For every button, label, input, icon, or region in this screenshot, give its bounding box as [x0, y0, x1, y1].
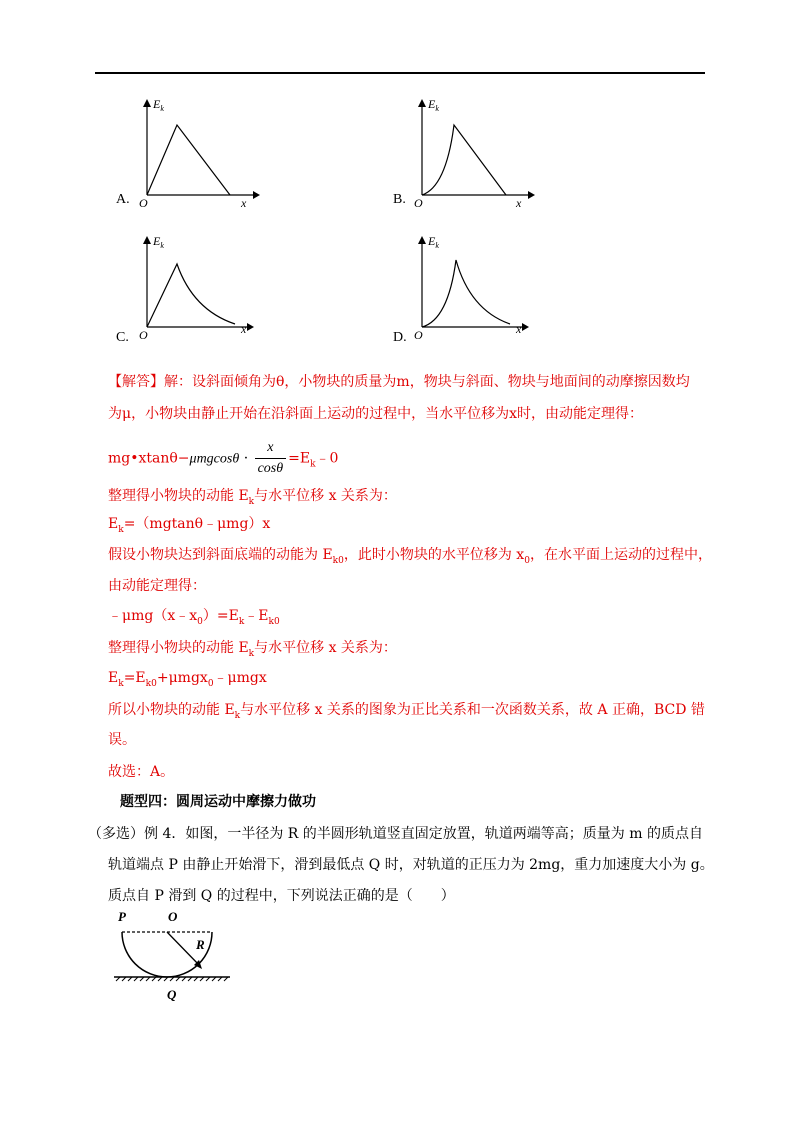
solution-intro [108, 372, 690, 392]
svg-text:O: O [414, 196, 423, 210]
svg-text:O: O [414, 328, 423, 342]
semicircle-track-figure [112, 905, 237, 1005]
eq1-fraction [255, 438, 287, 479]
option-c-label: C. [116, 330, 129, 345]
svg-text:O: O [168, 909, 178, 924]
eq3-sub2: k [238, 616, 245, 627]
step1-text: 整理得小物块的动能 E [108, 488, 249, 504]
option-a-label: A. [116, 192, 130, 207]
problem-line-2: 轨道端点 P 由静止开始滑下，滑到最低点 Q 时，对轨道的正压力为 2mg，重力加速度大小为 g。 [108, 857, 714, 873]
eq1-part-b: μmgcosθ [189, 451, 240, 467]
svg-text:R: R [196, 937, 205, 952]
eq4-sub2: k0 [145, 678, 157, 689]
graph-a [135, 95, 260, 210]
step2-c: ，在水平面上运动的过程中， [529, 547, 712, 563]
svg-text:P: P [118, 909, 126, 924]
solution-step-2 [108, 545, 712, 571]
eq4-sub3: 0 [207, 678, 214, 689]
svg-text:Ek: $E_k$ [428, 97, 439, 113]
problem-line-1: （多选）例 4．如图，一半径为 R 的半圆形轨道竖直固定放置，轨道两端等高；质量为 m 的质点自 [88, 826, 703, 842]
eq3-sub3: k0 [268, 616, 280, 627]
step1-sub: k [248, 496, 255, 507]
step5-b: 与水平位移 x 关系的图象为正比关系和一次函数关系，故 A 正确，BCD 错 [240, 702, 705, 718]
problem-line-3: 质点自 P 滑到 Q 的过程中，下列说法正确的是（ ） [108, 888, 455, 904]
solution-step-3: 由动能定理得： [108, 578, 206, 594]
svg-text:Ek: $E_k$ [428, 234, 439, 250]
solution-answer: 故选：A。 [108, 764, 175, 780]
step4-text-b: 与水平位移 x 关系为： [254, 640, 397, 656]
eq2-sub: k [118, 524, 124, 535]
eq4-sub1: k [118, 678, 124, 689]
step1-text-b: 与水平位移 x 关系为： [254, 488, 397, 504]
eq4-d: ﹣μmgx [213, 670, 267, 686]
equation-1 [108, 438, 338, 479]
solution-intro-2: 为μ，小物块由静止开始在沿斜面上运动的过程中，当水平位移为x时，由动能定理得： [108, 406, 643, 422]
step2-b: ，此时小物块的水平位移为 x [343, 547, 525, 563]
section-title: 题型四：圆周运动中摩擦力做功 [120, 794, 316, 810]
step4-text: 整理得小物块的动能 E [108, 640, 249, 656]
svg-text:Ek: $E_k$ [153, 234, 164, 250]
solution-tag: 【解答】 [108, 374, 164, 390]
solution-step-4 [108, 638, 397, 664]
eq3-b: ）=E [202, 608, 239, 624]
solution-intro-text: 解：设斜面倾角为θ，小物块的质量为m，物块与斜面、物块与地面间的动摩擦因数均 [164, 374, 690, 390]
eq3-sub1: 0 [197, 616, 203, 627]
eq2-a: E [108, 516, 119, 532]
eq3-c: ﹣E [244, 608, 269, 624]
step2-sub2: 0 [524, 555, 530, 566]
svg-text:x: x [241, 322, 247, 336]
equation-3 [108, 606, 280, 632]
equation-2 [108, 514, 270, 540]
step5-a: 所以小物块的动能 E [108, 702, 235, 718]
solution-step-5-cont: 误。 [108, 732, 136, 748]
graph-c [135, 232, 260, 342]
svg-text:x: x [241, 196, 247, 210]
svg-text:Q: Q [167, 987, 177, 1002]
eq1-part-c: =E [288, 450, 311, 467]
step2-a: 假设小物块达到斜面底端的动能为 E [108, 547, 333, 563]
eq4-a: E [108, 670, 119, 686]
equation-4 [108, 668, 267, 694]
option-d-label: D. [393, 330, 407, 345]
svg-text:O: O [139, 328, 148, 342]
option-b-label: B. [393, 192, 406, 207]
solution-step-1 [108, 486, 397, 512]
eq1-part-d: ﹣0 [315, 450, 339, 467]
header-rule [95, 72, 705, 74]
svg-text:Ek: $E_k$ [153, 97, 164, 113]
graph-d [410, 232, 535, 342]
step4-sub: k [248, 648, 255, 659]
eq1-dot: · [243, 450, 249, 467]
eq4-b: =E [123, 670, 146, 686]
svg-text:x: x [516, 322, 522, 336]
eq1-denominator: cosθ [257, 461, 284, 476]
svg-text:x: x [516, 196, 522, 210]
eq4-c: +μmgx [156, 670, 208, 686]
eq3-a: ﹣μmg（x﹣x [108, 608, 198, 624]
step5-sub: k [234, 710, 241, 721]
graph-b [410, 95, 535, 210]
eq1-numerator: x [255, 438, 287, 459]
step2-sub1: k0 [332, 555, 344, 566]
eq1-sub: k [310, 459, 316, 470]
svg-text:O: O [139, 196, 148, 210]
eq2-b: =（mgtanθ﹣μmg）x [123, 516, 271, 532]
solution-step-5 [108, 700, 705, 726]
eq1-part-a: mg•xtanθ− [108, 450, 190, 467]
